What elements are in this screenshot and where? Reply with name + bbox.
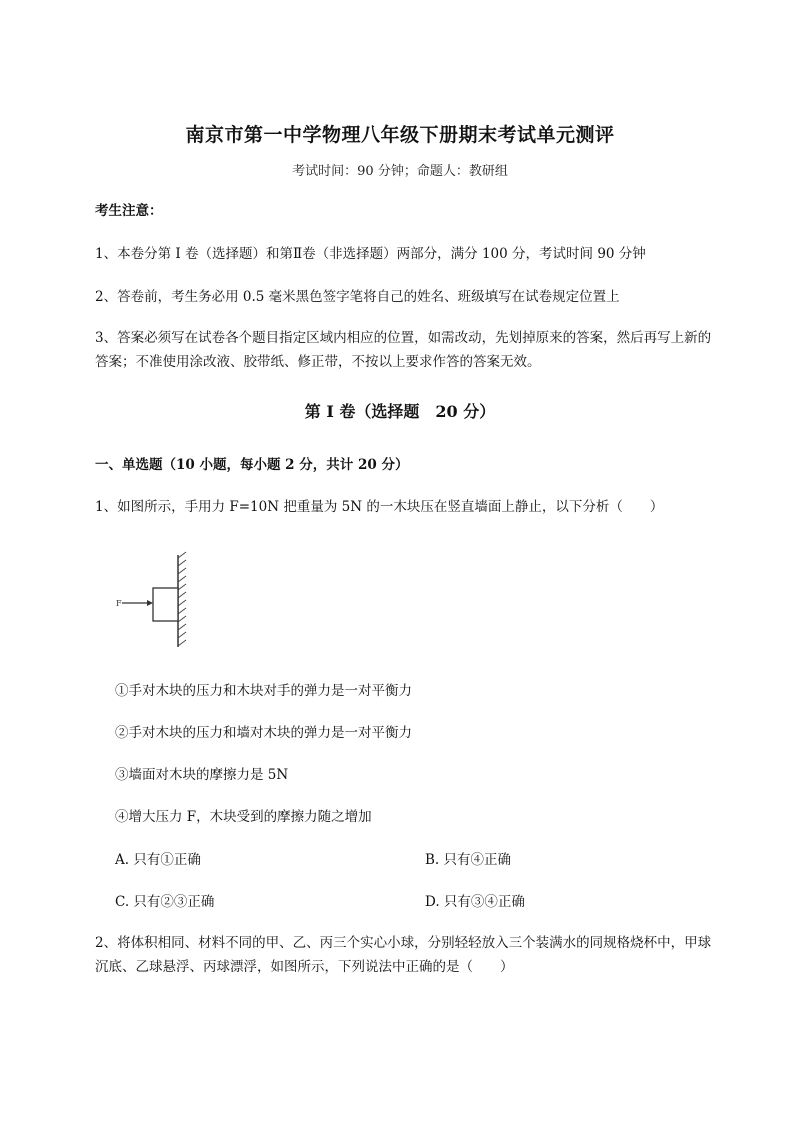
note-item-1: 1、本卷分第 I 卷（选择题）和第Ⅱ卷（非选择题）两部分，满分 100 分，考试时间 90 分钟: [95, 246, 646, 262]
option-d: D. 只有③④正确: [425, 894, 525, 910]
exam-title: 南京市第一中学物理八年级下册期末考试单元测评: [185, 124, 615, 146]
statement-1: ①手对木块的压力和木块对手的弹力是一对平衡力: [115, 683, 412, 699]
section-title: 第 I 卷（选择题 20 分）: [304, 402, 496, 421]
note-item-2: 2、答卷前，考生务必用 0.5 毫米黑色签字笔将自己的姓名、班级填写在试卷规定位置上: [95, 289, 620, 305]
option-b: B. 只有④正确: [425, 852, 512, 868]
option-c: C. 只有②③正确: [115, 894, 215, 910]
question-2-stem: 2、将体积相同、材料不同的甲、乙、丙三个实心小球，分别轻轻放入三个装满水的同规格烧杯中，甲球沉底、乙球悬浮、丙球漂浮，如图所示，下列说法中正确的是（ ）: [95, 935, 712, 975]
exam-subtitle: 考试时间：90 分钟；命题人：教研组: [292, 164, 508, 179]
statement-4: ④增大压力 F，木块受到的摩擦力随之增加: [115, 809, 372, 825]
force-label: F: [116, 599, 122, 608]
note-item-3: 3、答案必须写在试卷各个题目指定区域内相应的位置，如需改动，先划掉原来的答案，然后再写上新的答案；不准使用涂改液、胶带纸、修正带，不按以上要求作答的答案无效。: [95, 330, 712, 370]
notes-heading: 考生注意：: [95, 203, 163, 219]
part-heading: 一、单选题（10 小题，每小题 2 分，共计 20 分）: [95, 457, 409, 473]
option-a: A. 只有①正确: [115, 852, 201, 868]
wall-hatching: [178, 552, 186, 646]
wooden-block: [153, 588, 178, 621]
force-arrowhead: [147, 600, 153, 606]
question-1-stem: 1、如图所示，手用力 F=10N 把重量为 5N 的一木块压在竖直墙面上静止，以下分析（ ）: [95, 499, 664, 515]
statement-2: ②手对木块的压力和墙对木块的弹力是一对平衡力: [115, 725, 412, 741]
force-wall-diagram: [110, 550, 210, 650]
statement-3: ③墙面对木块的摩擦力是 5N: [115, 767, 289, 783]
